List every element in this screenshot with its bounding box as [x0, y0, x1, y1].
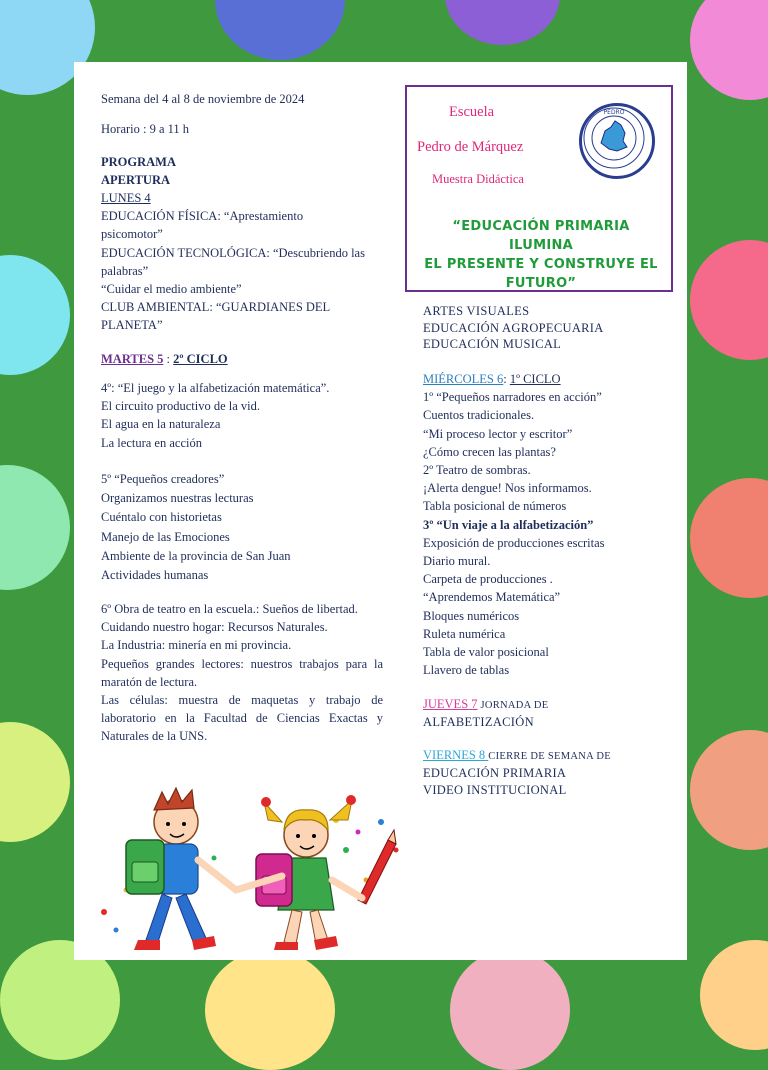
apertura-heading: APERTURA [101, 173, 171, 187]
polka-dot [690, 478, 768, 598]
list-item: El circuito productivo de la vid. [101, 399, 260, 414]
grade4-section [101, 379, 383, 452]
friday-label: VIERNES 8 [423, 748, 489, 762]
kids-with-backpacks-illustration [96, 780, 416, 960]
list-item: PLANETA” [101, 318, 163, 333]
programa-heading: PROGRAMA [101, 155, 176, 169]
wednesday-section [423, 370, 673, 679]
polka-dot [205, 950, 335, 1070]
slogan-line: EL PRESENTE Y CONSTRUYE EL [424, 257, 658, 272]
list-item: El agua en la naturaleza [101, 417, 221, 432]
list-item: palabras” [101, 263, 149, 278]
slogan [419, 217, 663, 293]
list-item: 2º Teatro de sombras. [423, 463, 531, 478]
polka-dot [0, 255, 70, 375]
list-item: 5º “Pequeños creadores” [101, 472, 225, 486]
list-item: EDUCACIÓN TECNOLÓGICA: “Descubriendo las [101, 245, 365, 260]
slogan-line: “EDUCACIÓN PRIMARIA ILUMINA [452, 219, 630, 253]
list-item: Ruleta numérica [423, 626, 506, 641]
school-name-line2: Pedro de Márquez [417, 139, 524, 155]
paragraph: Las células: muestra de maquetas y trabajo de laboratorio en la Facultad de Ciencias Exactas y Naturales de la UNS. [101, 693, 383, 744]
list-item: Manejo de las Emociones [101, 529, 230, 544]
wednesday-label: MIÉRCOLES 6 [423, 372, 504, 386]
list-item: 4º: “El juego y la alfabetización matemática”. [101, 381, 330, 395]
polka-dot [700, 940, 768, 1050]
list-item: Cuentos tradicionales. [423, 408, 535, 423]
friday-section [423, 747, 673, 799]
list-item: psicomotor” [101, 227, 163, 242]
tuesday-header [101, 350, 383, 368]
schedule-text: Horario : 9 a 11 h [101, 122, 190, 136]
header-box [405, 85, 673, 292]
school-name-line1: Escuela [449, 104, 495, 120]
list-item: Tabla posicional de números [423, 499, 567, 514]
tuesday-label: MARTES 5 [101, 352, 164, 366]
slogan-line: FUTURO” [505, 276, 577, 291]
list-item: ¡Alerta dengue! Nos informamos. [423, 481, 592, 496]
list-item: Organizamos nuestras lecturas [101, 491, 254, 506]
list-item: Ambiente de la provincia de San Juan [101, 548, 291, 563]
list-item: Llavero de tablas [423, 663, 510, 678]
list-item: Carpeta de producciones . [423, 572, 553, 587]
tuesday-cycle: 2º CICLO [173, 352, 228, 366]
flyer-page [74, 62, 687, 960]
monday-section [101, 189, 383, 335]
friday-text: VIDEO INSTITUCIONAL [423, 783, 567, 797]
monday-label: LUNES 4 [101, 191, 151, 205]
polka-dot [690, 240, 768, 360]
list-item: ARTES VISUALES [423, 304, 530, 318]
thursday-text: JORNADA DE [477, 700, 549, 711]
polka-dot [215, 0, 345, 60]
list-item: EDUCACIÓN MUSICAL [423, 337, 562, 351]
grade6-section [101, 600, 383, 746]
arts-list [423, 303, 673, 353]
thursday-text: ALFABETIZACIÓN [423, 715, 534, 729]
separator: : [503, 372, 510, 386]
list-item: La lectura en acción [101, 435, 202, 450]
list-item: La Industria: minería en mi provincia. [101, 638, 292, 653]
list-item: Bloques numéricos [423, 608, 520, 623]
list-item: Cuidando nuestro hogar: Recursos Naturales. [101, 620, 328, 635]
list-item: 1º “Pequeños narradores en acción” [423, 390, 602, 405]
polka-dot [450, 950, 570, 1070]
list-item: “Mi proceso lector y escritor” [423, 426, 573, 441]
list-item: 6º Obra de teatro en la escuela.: Sueños de libertad. [101, 602, 358, 616]
polka-dot [445, 0, 560, 45]
list-item: Cuéntalo con historietas [101, 510, 222, 525]
svg-text:PEDRO: PEDRO [603, 109, 625, 116]
school-seal-icon [579, 103, 655, 179]
polka-dot [0, 465, 70, 590]
friday-text: EDUCACIÓN PRIMARIA [423, 766, 567, 780]
list-item: ¿Cómo crecen las plantas? [423, 444, 556, 459]
week-text: Semana del 4 al 8 de noviembre de 2024 [101, 92, 305, 106]
separator: : [163, 352, 174, 366]
polka-dot [0, 722, 70, 842]
grade5-section [101, 470, 383, 584]
list-item: Exposición de producciones escritas [423, 535, 605, 550]
list-item: Tabla de valor posicional [423, 645, 549, 660]
paragraph: Pequeños grandes lectores: nuestros trabajos para la maratón de lectura. [101, 656, 383, 689]
list-item: CLUB AMBIENTAL: “GUARDIANES DEL [101, 300, 331, 315]
polka-dot [690, 730, 768, 850]
list-item: Actividades humanas [101, 568, 209, 583]
polka-dot [690, 0, 768, 100]
list-item: EDUCACIÓN AGROPECUARIA [423, 320, 604, 335]
list-item: “Cuidar el medio ambiente” [101, 282, 242, 297]
friday-text: CIERRE DE SEMANA DE [488, 751, 611, 762]
list-item: Diario mural. [423, 554, 491, 569]
thursday-label: JUEVES 7 [423, 697, 478, 711]
list-item: EDUCACIÓN FÍSICA: “Aprestamiento [101, 209, 304, 224]
list-item: “Aprendemos Matemática” [423, 590, 561, 605]
grade3-heading: 3º “Un viaje a la alfabetización” [423, 517, 594, 532]
wednesday-cycle: 1º CICLO [509, 372, 561, 386]
subtitle: Muestra Didáctica [432, 172, 524, 186]
thursday-section [423, 696, 673, 731]
